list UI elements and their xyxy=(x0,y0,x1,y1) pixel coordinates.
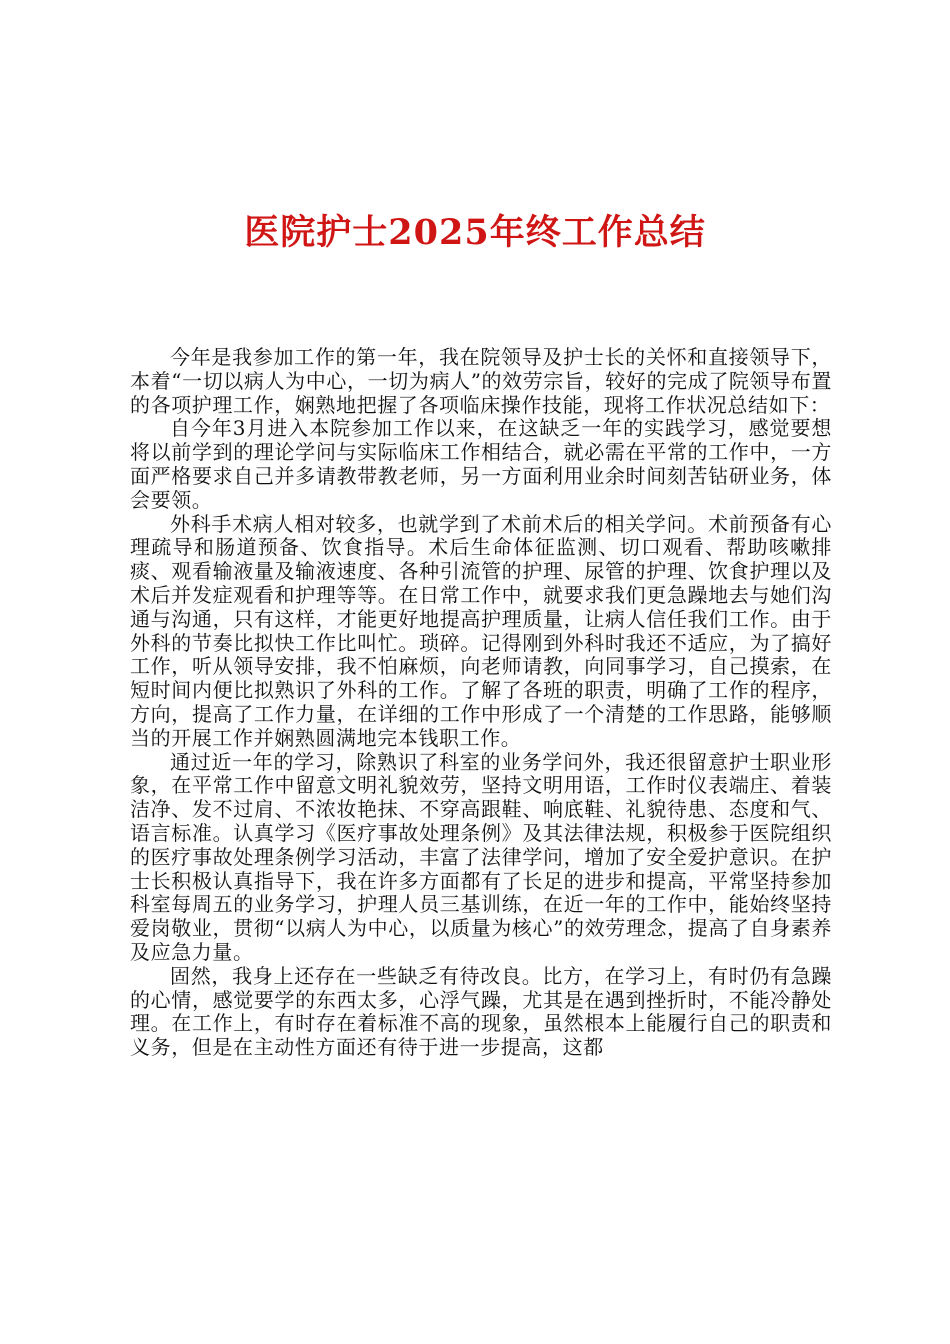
document-body xyxy=(130,346,832,1060)
document-title: 医院护士2025年终工作总结 xyxy=(244,212,706,253)
paragraph-1: 今年是我参加工作的第一年，我在院领导及护士长的关怀和直接领导下，本着“一切以病人为中心，一切为病人”的效劳宗旨，较好的完成了院领导布置的各项护理工作，娴熟地把握了各项临床操作技能，现将工作状况总结如下： xyxy=(130,345,832,417)
paragraph-5: 固然，我身上还存在一些缺乏有待改良。比方，在学习上，有时仍有急躁的心情，感觉要学的东西太多，心浮气躁，尤其是在遇到挫折时，不能冷静处理。在工作上，有时存在着标准不高的现象，虽然根本上能履行自己的职责和义务，但是在主动性方面还有待于进一步提高，这都 xyxy=(130,963,832,1060)
paragraph-2: 自今年3月进入本院参加工作以来，在这缺乏一年的实践学习，感觉要想将以前学到的理论学问与实际临床工作相结合，就必需在平常的工作中，一方面严格要求自己并多请教带教老师，另一方面利用业余时间刻苦钻研业务，体会要领。 xyxy=(130,416,832,512)
paragraph-4: 通过近一年的学习，除熟识了科室的业务学问外，我还很留意护士职业形象，在平常工作中留意文明礼貌效劳，坚持文明用语，工作时仪表端庄、着装洁净、发不过肩、不浓妆艳抹、不穿高跟鞋、响底鞋、礼貌待患、态度和气、语言标准。认真学习《医疗事故处理条例》及其法律法规，积极参于医院组织的医疗事故处理条例学习活动，丰富了法律学问，增加了安全爱护意识。在护士长积极认真指导下，我在许多方面都有了长足的进步和提高，平常坚持参加科室每周五的业务学习，护理人员三基训练，在近一年的工作中，能始终坚持爱岗敬业，贯彻“以病人为中心，以质量为核心”的效劳理念，提高了自身素养及应急力量。 xyxy=(130,749,832,964)
paragraph-3: 外科手术病人相对较多，也就学到了术前术后的相关学问。术前预备有心理疏导和肠道预备、饮食指导。术后生命体征监测、切口观看、帮助咳嗽排痰、观看输液量及输液速度、各种引流管的护理、尿管的护理、饮食护理以及术后并发症观看和护理等等。在日常工作中，就要求我们更急躁地去与她们沟通与沟通，只有这样，才能更好地提高护理质量，让病人信任我们工作。由于外科的节奏比拟快工作比叫忙。琐碎。记得刚到外科时我还不适应，为了搞好工作，听从领导安排，我不怕麻烦，向老师请教，向同事学习，自己摸索，在短时间内便比拟熟识了外科的工作。了解了各班的职责，明确了工作的程序，方向，提高了工作力量，在详细的工作中形成了一个清楚的工作思路，能够顺当的开展工作并娴熟圆满地完本钱职工作。 xyxy=(130,511,832,750)
